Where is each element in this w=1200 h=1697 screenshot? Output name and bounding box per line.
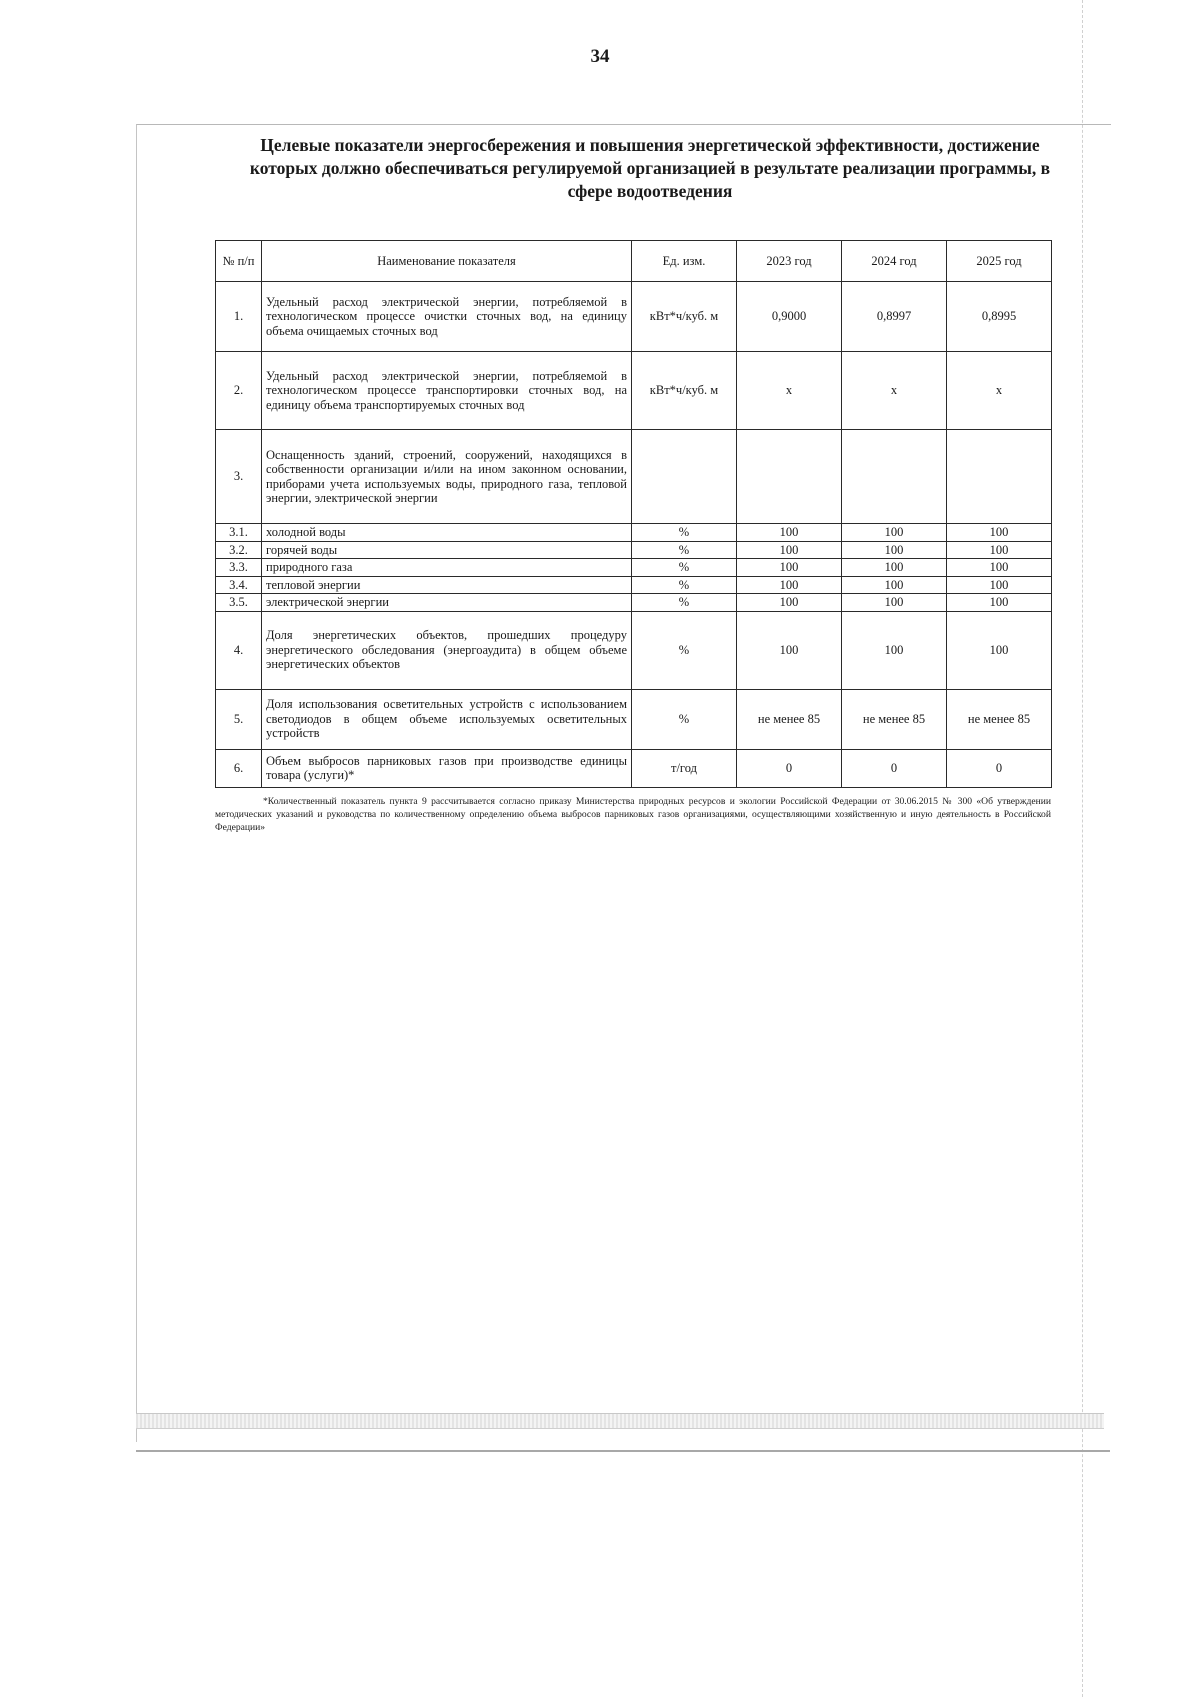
value-2024: 100 [842, 524, 947, 542]
unit-cell: кВт*ч/куб. м [632, 352, 737, 430]
row-number: 3.4. [216, 576, 262, 594]
table-row [216, 430, 1052, 524]
footnote: *Количественный показатель пункта 9 рассчитывается согласно приказу Министерства природных ресурсов и экологии Российской Федерации от 30.06.2015 № 300 «Об утверждении методических указаний и руководства по количественному определению объема выбросов парниковых газов организациями, осуществляющими хозяйственную и иную деятельность в Российской Федерации» [215, 796, 1051, 833]
table-row [216, 352, 1052, 430]
scan-artifact-line [136, 1450, 1110, 1452]
indicator-name: Доля энергетических объектов, прошедших процедуру энергетического обследования (энергоаудита) в общем объеме энергетических объектов [262, 611, 632, 689]
value-2024: 100 [842, 594, 947, 612]
value-2024 [842, 430, 947, 524]
value-2025: 100 [947, 611, 1052, 689]
value-2025: 100 [947, 594, 1052, 612]
document-title: Целевые показатели энергосбережения и повышения энергетической эффективности, достижение которых должно обеспечиваться регулируемой организацией в результате реализации программы, в сфере водоотведения [249, 135, 1051, 201]
header-2023: 2023 год [737, 241, 842, 282]
unit-cell: % [632, 594, 737, 612]
unit-cell: % [632, 689, 737, 749]
unit-cell: % [632, 576, 737, 594]
table-header-row [216, 241, 1052, 282]
value-2025: 100 [947, 541, 1052, 559]
value-2024: 100 [842, 576, 947, 594]
value-2023: х [737, 352, 842, 430]
indicator-name: электрической энергии [262, 594, 632, 612]
value-2023: 100 [737, 559, 842, 577]
value-2024: 0,8997 [842, 282, 947, 352]
header-indicator-name: Наименование показателя [262, 241, 632, 282]
unit-cell: % [632, 611, 737, 689]
value-2023: 100 [737, 524, 842, 542]
value-2023: 100 [737, 576, 842, 594]
unit-cell: % [632, 524, 737, 542]
row-number: 3. [216, 430, 262, 524]
indicator-name: Объем выбросов парниковых газов при производстве единицы товара (услуги)* [262, 749, 632, 787]
indicator-name: Удельный расход электрической энергии, потребляемой в технологическом процессе транспортировки сточных вод, на единицу объема транспортируемых сточных вод [262, 352, 632, 430]
indicator-name: природного газа [262, 559, 632, 577]
value-2024: не менее 85 [842, 689, 947, 749]
indicator-name: холодной воды [262, 524, 632, 542]
row-number: 3.2. [216, 541, 262, 559]
value-2024: х [842, 352, 947, 430]
indicators-table [215, 240, 1052, 788]
value-2025: 100 [947, 576, 1052, 594]
value-2025: не менее 85 [947, 689, 1052, 749]
unit-cell: % [632, 559, 737, 577]
value-2025: 0,8995 [947, 282, 1052, 352]
value-2025: 100 [947, 524, 1052, 542]
scan-artifact-band [136, 1413, 1104, 1429]
unit-cell [632, 430, 737, 524]
table-row [216, 611, 1052, 689]
value-2024: 0 [842, 749, 947, 787]
row-number: 1. [216, 282, 262, 352]
row-number: 6. [216, 749, 262, 787]
value-2023 [737, 430, 842, 524]
table-row [216, 594, 1052, 612]
value-2023: 100 [737, 541, 842, 559]
header-number: № п/п [216, 241, 262, 282]
row-number: 2. [216, 352, 262, 430]
value-2024: 100 [842, 559, 947, 577]
row-number: 3.1. [216, 524, 262, 542]
value-2023: 100 [737, 594, 842, 612]
indicator-name: Доля использования осветительных устройств с использованием светодиодов в общем объеме используемых осветительных устройств [262, 689, 632, 749]
value-2025: х [947, 352, 1052, 430]
unit-cell: кВт*ч/куб. м [632, 282, 737, 352]
value-2025 [947, 430, 1052, 524]
indicator-name: Оснащенность зданий, строений, сооружений, находящихся в собственности организации и/или на ином законном основании, приборами учета используемых воды, природного газа, тепловой энергии, электрической энергии [262, 430, 632, 524]
header-2024: 2024 год [842, 241, 947, 282]
unit-cell: т/год [632, 749, 737, 787]
row-number: 3.5. [216, 594, 262, 612]
indicator-name: Удельный расход электрической энергии, потребляемой в технологическом процессе очистки сточных вод, на единицу объема очищаемых сточных вод [262, 282, 632, 352]
table-row [216, 559, 1052, 577]
value-2025: 0 [947, 749, 1052, 787]
row-number: 4. [216, 611, 262, 689]
indicator-name: горячей воды [262, 541, 632, 559]
table-row [216, 282, 1052, 352]
row-number: 5. [216, 689, 262, 749]
row-number: 3.3. [216, 559, 262, 577]
table-row [216, 689, 1052, 749]
page-number: 34 [590, 46, 610, 67]
value-2024: 100 [842, 611, 947, 689]
header-unit: Ед. изм. [632, 241, 737, 282]
value-2023: 0 [737, 749, 842, 787]
value-2023: 0,9000 [737, 282, 842, 352]
table-row [216, 524, 1052, 542]
table-row [216, 576, 1052, 594]
value-2025: 100 [947, 559, 1052, 577]
value-2023: не менее 85 [737, 689, 842, 749]
table-row [216, 749, 1052, 787]
unit-cell: % [632, 541, 737, 559]
value-2023: 100 [737, 611, 842, 689]
value-2024: 100 [842, 541, 947, 559]
table-row [216, 541, 1052, 559]
indicator-name: тепловой энергии [262, 576, 632, 594]
header-2025: 2025 год [947, 241, 1052, 282]
